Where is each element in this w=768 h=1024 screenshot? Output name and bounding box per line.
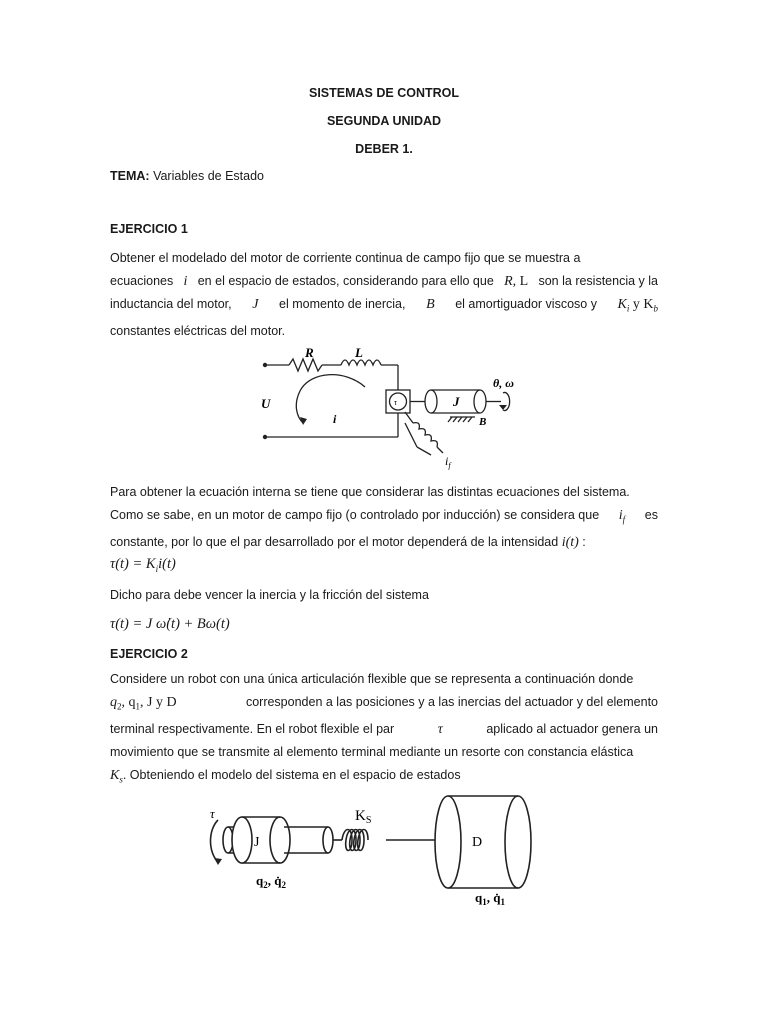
text-run: el momento de inercia, [279,297,406,311]
spring-symbol [342,830,368,851]
math-i: i [183,273,188,289]
inductor-label: L [355,345,363,360]
dc-motor-diagram [255,345,525,473]
dynamics-equation: τ(t) = J ω̇(t) + Bω(t) [110,616,230,632]
math-Ks: K [110,767,120,783]
torque-label: τ [394,398,397,407]
exercise-1-explanation [110,481,658,554]
text-run: . Obteniendo el modelo del sistema en el espacio de estados [122,767,461,782]
exercise-2-statement [110,668,658,791]
field-coil [413,423,437,447]
inertia-label: J [453,394,460,409]
spring-label: $K_S$ [355,808,372,826]
statement-line: Considere un robot con una única articulación flexible que se representa a continuación donde [110,672,634,686]
course-title: SISTEMAS DE CONTROL [308,86,459,100]
topic-label: TEMA: [110,169,150,183]
resistor-symbol [289,359,322,371]
text-run: Como se sabe, en un motor de campo fijo (o controlado por inducción) se considera que [110,507,600,522]
text-run: constante, por lo que el par desarrollado por el motor dependerá de la intensidad [110,534,559,549]
damper-label: B [479,416,487,428]
motor-armature [390,393,407,410]
text-run: aplicado al actuador genera un [486,721,658,736]
text-run: : [582,534,586,549]
text-run: el amortiguador viscoso y [455,297,597,311]
statement-line: movimiento que se transmite al elemento terminal mediante un resorte con constancia elástica [110,745,634,759]
explanation-line [110,531,658,555]
unit-title: SEGUNDA UNIDAD [326,114,442,128]
topic-line [110,169,264,183]
current-loop-arrow [296,375,365,423]
current-label: i [333,412,337,426]
statement-line: constantes eléctricas del motor. [110,324,286,338]
resistor-label: R [305,345,314,360]
explanation-line: Para obtener la ecuación interna se tiene que considerar las distintas ecuaciones del sistema. [110,485,630,499]
torque-equation: $\tau(t) = K_ii(t)$ [110,556,176,574]
text-run: ecuaciones [110,273,174,288]
voltage-label: U [261,396,271,411]
statement-line [110,270,658,294]
exercise-2-heading: EJERCICIO 2 [110,647,188,661]
statement-line [110,293,658,320]
text-run: terminal respectivamente. En el robot flexible el par [110,721,395,736]
statement-line [110,718,658,742]
field-current-label: $i_f$ [445,454,451,470]
math-q2-q1-J-D: $q_2$, $q_1$, J y D [110,694,177,711]
actuator-position-label: $q_2$, $q̇_2$ [256,873,286,890]
end-effector-label: D [472,835,483,850]
explanation-line: Como se sabe, en un motor de campo fijo (o controlado por inducción) se considera que $i_f$ es [110,504,658,531]
exercise-1-statement [110,247,658,343]
math-L: L [519,273,529,289]
actuator-label: J [254,835,260,850]
flexible-joint-diagram [200,790,560,915]
inductor-symbol [341,360,381,365]
math-B: B [426,297,435,312]
statement-line: $K_s$. Obteniendo el modelo del sistema en el espacio de estados [110,767,461,784]
text-run: inductancia del motor, [110,297,232,311]
math-tau: τ [437,721,443,737]
text-run: en el espacio de estados, considerando para ello que [197,273,494,288]
math-R: R, [504,273,517,289]
torque-label: τ [210,806,215,821]
math-it: i(t) [561,534,579,550]
assignment-title: DEBER 1. [355,142,413,156]
math-Ki-Kb: $K_i$ y $K_b$ [617,297,658,314]
statement-line: Obtener el modelado del motor de corriente continua de campo fijo que se muestra a [110,251,581,265]
text-run: son la resistencia y la [538,273,658,288]
text-run: es [644,507,658,522]
math-if: i [618,507,623,523]
friction-sentence: Dicho para debe vencer la inercia y la fricción del sistema [110,588,429,602]
exercise-1-heading: EJERCICIO 1 [110,222,188,236]
text-run: corresponden a las posiciones y a las inercias del actuador y del elemento [245,694,658,709]
statement-line [110,691,658,718]
torque-arrow [211,820,219,862]
end-effector-position-label: $q_1$, $q̇_1$ [475,890,505,907]
topic-value: Variables de Estado [153,169,265,183]
angle-speed-label: θ, ω [493,376,514,390]
math-J: J [252,297,259,312]
